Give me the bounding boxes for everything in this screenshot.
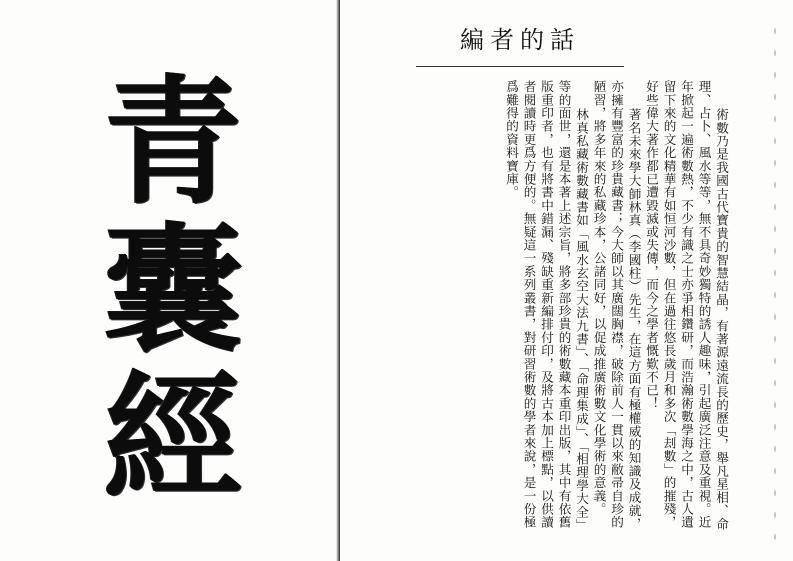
page-edge-specks [772, 20, 778, 540]
paragraph-3: 林真私藏術數藏書如「風水玄空大法九書」、「命理集成」、「相理學大全」等的面世，還是本著上述宗旨，將多部珍貴的術數藏本重印出版，其中有依舊版重印者，也有將書中錯漏、殘缺重新編排付印，及將古本加上標點，以供讀者閱讀時更爲方便的。無疑這一系列叢書，對研習術數的學者來說，是一份極爲難得的資料寶庫。 [504, 80, 589, 532]
paragraph-1: 術數乃是我國古代寶貴的智慧結晶，有著源遠流長的歷史，舉凡星相、命理、占卜、風水等等，無不具奇妙獨特的誘人趣味，引起廣泛注意及重視。近年掀起一遍術數熱，不少有識之士亦爭相鑽研，而浩瀚術數學海之中，古人遺留下來的文化精華有如恒河沙數，但在過往悠長歲月和多次「刦數」的摧殘，好些偉大著作都已遭毀滅或失傳，而今之學者慨歎不已！ [644, 80, 729, 531]
page-heading: 編者的話 [460, 26, 580, 54]
paragraph-2: 著名未來學大師林真（李國柱）先生，在這方面有極權威的知識及成就，亦擁有豐富的珍貴藏書；今大師以其廣闊胸襟，破除前人一貫以來敝帚自珍的陋習，將多年來的私藏珍本，公諸同好，以促成推廣術數文化學術的意義。 [591, 80, 642, 531]
editor-note-body [352, 80, 730, 540]
title-char-1: 青 [103, 60, 242, 223]
heading-underline [416, 66, 624, 67]
book-title [88, 60, 258, 519]
title-char-2: 囊 [103, 208, 242, 371]
title-char-3: 經 [103, 356, 242, 519]
left-page [0, 0, 340, 561]
